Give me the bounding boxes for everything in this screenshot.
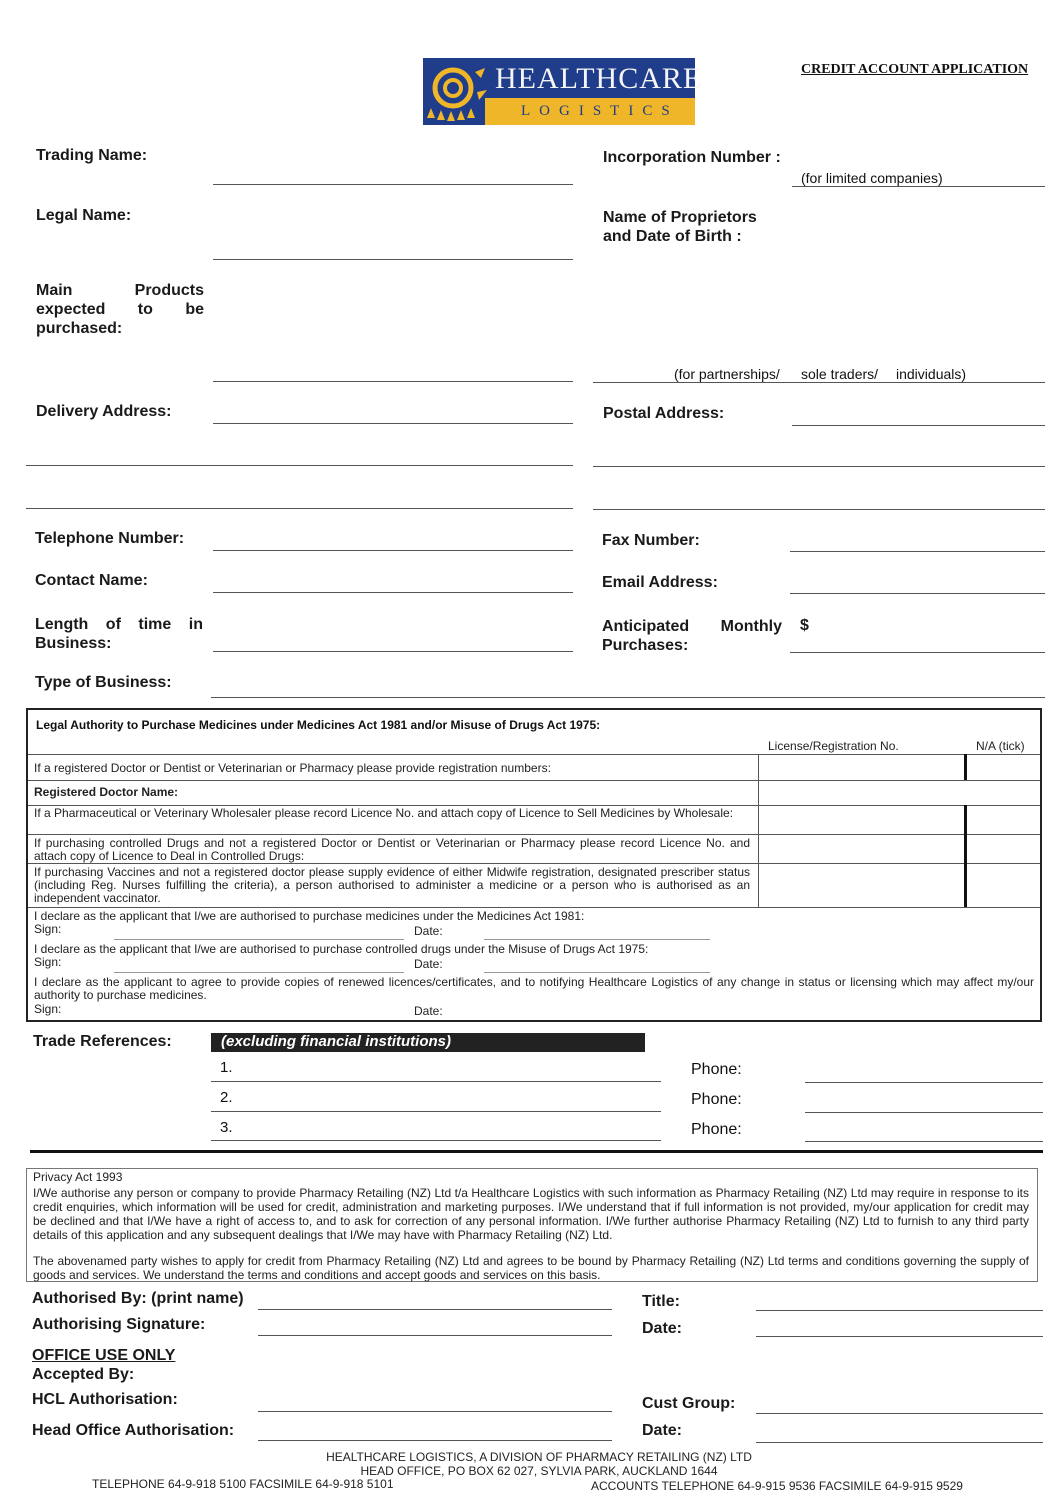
head-office-authorisation-field[interactable]	[258, 1440, 612, 1441]
title-field[interactable]	[756, 1310, 1043, 1311]
anticipated-word: Purchases:	[602, 637, 689, 654]
main-products-field[interactable]	[213, 381, 573, 382]
trading-name-field[interactable]	[213, 184, 573, 185]
legal-name-field[interactable]	[213, 259, 573, 260]
anticipated-purchases-field[interactable]	[790, 652, 1045, 653]
proprietors-field[interactable]	[593, 382, 1045, 383]
partnership-note-a: (for partnerships/	[674, 366, 780, 382]
main-products-word: be	[185, 301, 204, 318]
main-products-word: to	[137, 301, 153, 318]
incorporation-number-field[interactable]	[792, 186, 1045, 187]
main-products-word: expected	[36, 301, 106, 318]
main-products-word: Main	[36, 282, 73, 299]
privacy-box	[26, 1168, 1038, 1282]
email-address-field[interactable]	[790, 593, 1045, 594]
wholesaler-na-checkbox[interactable]	[969, 807, 1039, 833]
medicines-title: Legal Authority to Purchase Medicines under Medicines Act 1981 and/or Misuse of Drugs Act 1975:	[36, 718, 601, 732]
office-use-heading: OFFICE USE ONLY	[32, 1347, 176, 1364]
legal-name-label: Legal Name:	[36, 207, 132, 224]
sign-field-medicines[interactable]	[114, 939, 404, 940]
na-column-header: N/A (tick)	[976, 739, 1025, 753]
date-label-2: Date:	[642, 1422, 683, 1439]
footer-telephone: TELEPHONE 64-9-918 5100 FACSIMILE 64-9-918 5101	[92, 1477, 394, 1491]
length-word: Business:	[35, 635, 112, 652]
table-divider	[28, 834, 1040, 835]
medicines-authority-box	[26, 708, 1042, 1022]
table-divider	[28, 780, 1040, 781]
trade-reference-3-phone[interactable]	[805, 1141, 1043, 1142]
email-address-label: Email Address:	[602, 574, 718, 591]
trading-name-label: Trading Name:	[36, 147, 148, 164]
anticipated-word: Anticipated	[602, 618, 690, 635]
license-column-header: License/Registration No.	[768, 739, 899, 753]
postal-address-field-2[interactable]	[593, 466, 1045, 467]
length-word: of	[105, 616, 121, 633]
declaration-licence-updates: I declare as the applicant to agree to provide copies of renewed licences/certificates, and to notifying Healthcare Logistics of any change in status or licensing which may affect my/our authority to purchase medicines.	[34, 975, 1034, 1002]
title-label: Title:	[642, 1293, 680, 1310]
controlled-drugs-licence-input[interactable]	[760, 836, 962, 862]
delivery-address-label: Delivery Address:	[36, 403, 172, 420]
telephone-number-label: Telephone Number:	[35, 530, 185, 547]
trade-reference-1-phone[interactable]	[805, 1082, 1043, 1083]
length-word: Length	[35, 616, 89, 633]
trade-references-label: Trade References:	[33, 1033, 172, 1050]
table-divider	[28, 863, 1040, 864]
length-in-business-label	[35, 615, 203, 653]
anticipated-purchases-label	[602, 617, 782, 655]
date-label: Date:	[642, 1320, 683, 1337]
main-products-word: purchased:	[36, 320, 123, 337]
na-column-divider	[964, 805, 967, 907]
logo-subtext: LOGISTICS	[521, 103, 679, 119]
anticipated-word: Monthly	[720, 618, 782, 635]
date-field-controlled-drugs[interactable]	[484, 972, 710, 973]
footer-address-line: HEAD OFFICE, PO BOX 62 027, SYLVIA PARK, AUCKLAND 1644	[360, 1464, 718, 1478]
document-title: CREDIT ACCOUNT APPLICATION	[801, 62, 1029, 77]
sign-label: Sign:	[34, 1002, 62, 1016]
declaration-medicines: I declare as the applicant that I/we are authorised to purchase medicines under the Medicines Act 1981:	[34, 909, 585, 923]
registered-doctor-label: Registered Doctor Name:	[34, 785, 179, 799]
length-word: time	[138, 616, 172, 633]
head-office-authorisation-label: Head Office Authorisation:	[32, 1422, 235, 1439]
cust-group-label: Cust Group:	[642, 1395, 736, 1412]
postal-address-field-1[interactable]	[792, 425, 1045, 426]
credit-terms-paragraph: The abovenamed party wishes to apply for credit from Pharmacy Retailing (NZ) Ltd and agrees to be bound by Pharmacy Retailing (NZ) Ltd terms and conditions governing the supply of goods and services. We understand the terms and conditions and accept goods and services on this basis.	[33, 1254, 1029, 1282]
postal-address-label: Postal Address:	[603, 405, 725, 422]
partnership-note-c: individuals)	[896, 366, 967, 382]
proprietors-label	[603, 208, 757, 246]
company-logo	[423, 58, 703, 125]
registration-na-checkbox[interactable]	[969, 756, 1039, 779]
authorised-by-label: Authorised By: (print name)	[32, 1290, 244, 1307]
trade-reference-number: 2.	[220, 1089, 233, 1106]
wholesaler-licence-input[interactable]	[760, 807, 962, 833]
incorporation-note: (for limited companies)	[801, 170, 943, 186]
trade-reference-3-field[interactable]	[211, 1140, 661, 1141]
main-products-label	[36, 281, 204, 338]
sign-label: Sign:	[34, 922, 62, 936]
trade-references-banner-text: (excluding financial institutions)	[221, 1033, 452, 1050]
authorised-by-field[interactable]	[258, 1309, 612, 1310]
incorporation-number-label: Incorporation Number :	[603, 149, 781, 166]
telephone-number-field[interactable]	[213, 550, 573, 551]
vaccines-row-text: If purchasing Vaccines and not a registered doctor please supply evidence of either Midwife registration, designated prescriber status (including Reg. Nurses fulfilling the criteria), a person authorised to administer a medicine or a person who is authorised as an independent vaccinator.	[34, 865, 750, 905]
date-field-medicines[interactable]	[484, 939, 710, 940]
logo-text: HEALTHCARE	[495, 62, 703, 95]
authorising-signature-field[interactable]	[258, 1335, 612, 1336]
accepted-by-label: Accepted By:	[32, 1366, 135, 1383]
delivery-address-field-3[interactable]	[26, 508, 573, 509]
phone-label: Phone:	[691, 1121, 742, 1138]
proprietors-label-line2: and Date of Birth :	[603, 228, 742, 245]
contact-name-label: Contact Name:	[35, 572, 148, 589]
proprietors-label-line1: Name of Proprietors	[603, 209, 757, 226]
trade-reference-number: 3.	[220, 1119, 233, 1136]
table-divider	[28, 907, 1040, 908]
date-label: Date:	[414, 924, 443, 938]
footer-accounts: ACCOUNTS TELEPHONE 64-9-915 9536 FACSIMILE 64-9-915 9529	[591, 1479, 963, 1493]
declaration-controlled-drugs: I declare as the applicant that I/we are authorised to purchase controlled drugs under the Misuse of Drugs Act 1975:	[34, 942, 649, 956]
cust-group-field[interactable]	[756, 1413, 1043, 1414]
type-of-business-label: Type of Business:	[35, 674, 172, 691]
fax-number-label: Fax Number:	[602, 532, 700, 549]
delivery-address-field-1[interactable]	[213, 423, 573, 424]
date-field[interactable]	[756, 1336, 1043, 1337]
date-label: Date:	[414, 1004, 443, 1018]
trade-reference-number: 1.	[220, 1059, 233, 1076]
license-column-divider	[758, 754, 759, 907]
dollar-sign: $	[800, 617, 809, 634]
registration-row-text: If a registered Doctor or Dentist or Veterinarian or Pharmacy please provide registration numbers:	[34, 761, 551, 775]
partnership-note-b: sole traders/	[801, 366, 879, 382]
authorising-signature-label: Authorising Signature:	[32, 1316, 206, 1333]
controlled-drugs-na-checkbox[interactable]	[969, 836, 1039, 862]
trade-references-banner	[211, 1033, 645, 1052]
delivery-address-field-2[interactable]	[26, 465, 573, 466]
registration-number-input[interactable]	[760, 756, 962, 779]
footer-company-line: HEALTHCARE LOGISTICS, A DIVISION OF PHARMACY RETAILING (NZ) LTD	[326, 1450, 752, 1464]
date-label: Date:	[414, 957, 443, 971]
na-column-divider	[964, 754, 967, 780]
wholesaler-row-text: If a Pharmaceutical or Veterinary Wholesaler please record Licence No. and attach copy of Licence to Sell Medicines by Wholesale:	[34, 806, 734, 820]
phone-label: Phone:	[691, 1091, 742, 1108]
hcl-authorisation-field[interactable]	[258, 1411, 612, 1412]
trade-reference-2-phone[interactable]	[805, 1112, 1043, 1113]
vaccines-na-checkbox[interactable]	[969, 865, 1039, 906]
section-divider	[30, 1150, 1043, 1153]
controlled-drugs-row-text: If purchasing controlled Drugs and not a registered Doctor or Dentist or Veterinarian or Pharmacy please record Licence No. and attach copy of Licence to Deal in Controlled Drugs:	[34, 836, 750, 863]
vaccines-evidence-input[interactable]	[760, 865, 962, 906]
date-field-2[interactable]	[756, 1442, 1043, 1443]
privacy-paragraph: I/We authorise any person or company to provide Pharmacy Retailing (NZ) Ltd t/a Healthcare Logistics with such information as Pharmacy Retailing (NZ) Ltd may require in response to its credit enquiries, which information will be used for credit, administration and marketing purposes. I/We understand that if full information is not provided, my/our application for credit may be declined and that I/We have a right of access to, and to ask for correction of any personal information. I/We further authorise Pharmacy Retailing (NZ) Ltd to furnish to any third party details of this application and any subsequent dealings that I/We may have with Pharmacy Retailing (NZ) Ltd.	[33, 1186, 1029, 1242]
privacy-heading: Privacy Act 1993	[33, 1170, 123, 1184]
trade-reference-2-field[interactable]	[211, 1111, 661, 1112]
trade-reference-1-field[interactable]	[211, 1081, 661, 1082]
main-products-word: Products	[134, 282, 204, 299]
contact-name-field[interactable]	[213, 592, 573, 593]
length-word: in	[188, 616, 203, 633]
phone-label: Phone:	[691, 1061, 742, 1078]
type-of-business-field[interactable]	[211, 697, 1045, 698]
postal-address-field-3[interactable]	[593, 509, 1045, 510]
length-in-business-field[interactable]	[213, 651, 573, 652]
hcl-authorisation-label: HCL Authorisation:	[32, 1391, 178, 1408]
sign-label: Sign:	[34, 955, 62, 969]
sign-field-controlled-drugs[interactable]	[114, 972, 404, 973]
table-divider	[28, 754, 1040, 755]
fax-number-field[interactable]	[790, 551, 1045, 552]
